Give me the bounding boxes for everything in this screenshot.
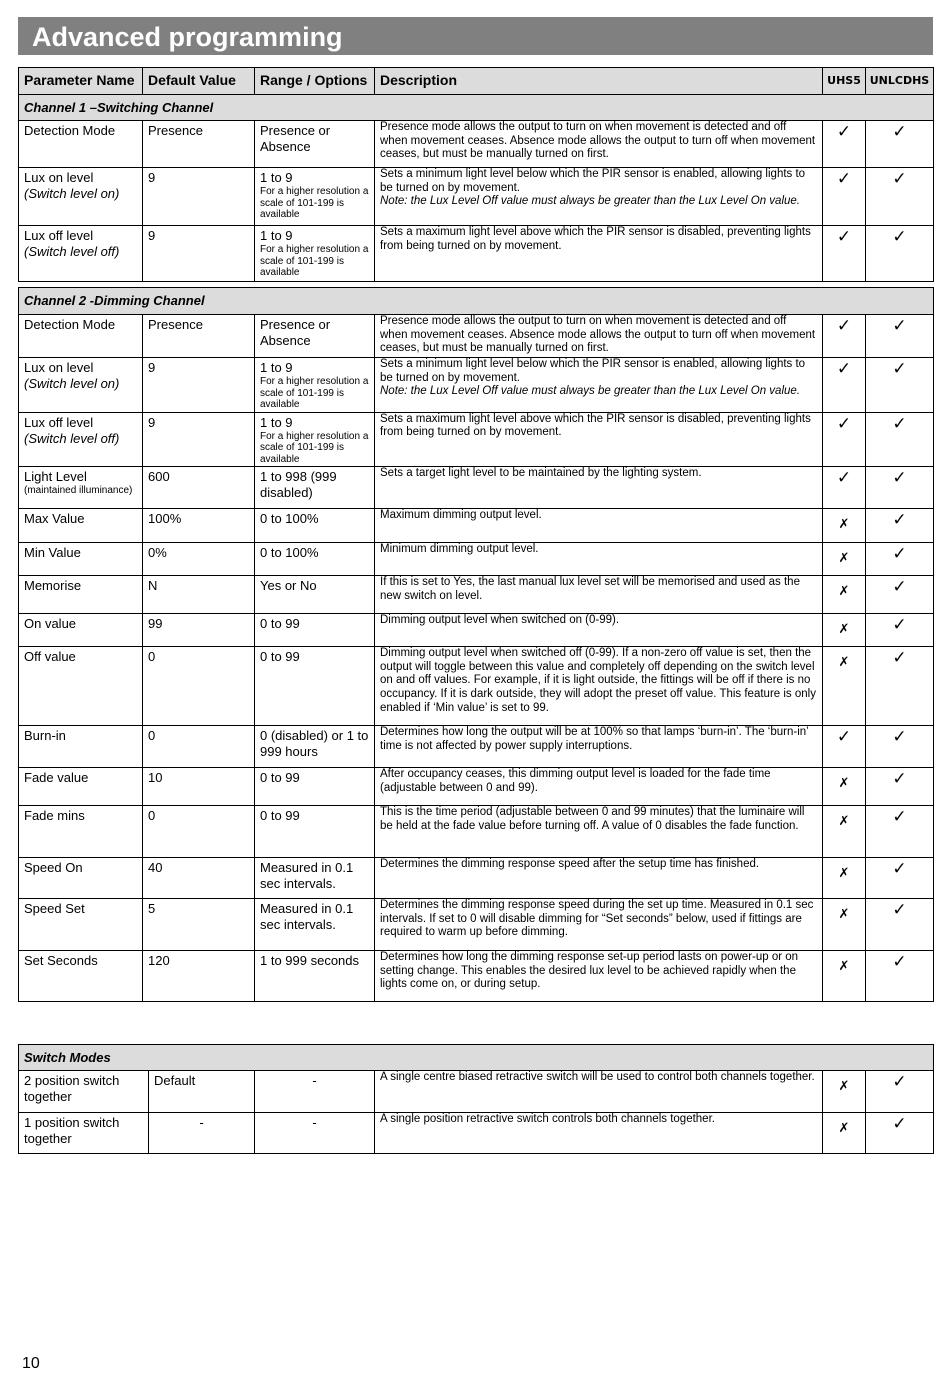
default-value: 9	[143, 226, 255, 282]
range-options: 0 (disabled) or 1 to 999 hours	[260, 728, 369, 759]
default-value: 9	[143, 358, 255, 413]
check-icon: ✓	[866, 226, 934, 282]
parameter-name: Memorise	[24, 578, 82, 593]
parameter-name: Max Value	[24, 511, 85, 526]
parameter-name-cell	[19, 121, 143, 168]
range-cell	[255, 467, 375, 509]
check-icon: ✓	[866, 509, 934, 543]
default-value: 99	[143, 614, 255, 647]
description: Sets a maximum light level above which the PIR sensor is disabled, preventing lights from being turned on by movement.	[380, 226, 811, 252]
table-row	[19, 899, 934, 951]
range-cell	[255, 358, 375, 413]
check-icon: ✓	[866, 121, 934, 168]
check-icon: ✓	[866, 726, 934, 768]
cross-icon: ✗	[823, 951, 866, 1002]
parameter-name: Speed Set	[24, 901, 85, 916]
cross-icon: ✗	[823, 1113, 866, 1154]
section-title-channel-2: Channel 2 -Dimming Channel	[19, 288, 934, 315]
range-cell	[255, 858, 375, 899]
description: A single position retractive switch controls both channels together.	[375, 1113, 823, 1154]
description: Dimming output level when switched on (0-99).	[380, 614, 620, 626]
description: Determines how long the dimming response set-up period lasts on power-up or on setting change. This enables the desired lux level to be achieved rapidly when the lights come on, or during setup.	[380, 951, 799, 991]
range-cell	[255, 315, 375, 358]
description-cell	[375, 951, 823, 1002]
range-options: 0 to 99	[260, 649, 300, 664]
description: Sets a target light level to be maintained by the lighting system.	[380, 467, 702, 479]
cross-icon: ✗	[823, 614, 866, 647]
parameter-name-cell	[19, 315, 143, 358]
range-options: 1 to 998 (999 disabled)	[260, 469, 337, 500]
range-cell	[255, 726, 375, 768]
check-icon: ✓	[866, 951, 934, 1002]
parameter-name-cell	[19, 467, 143, 509]
description-cell	[375, 806, 823, 858]
check-icon: ✓	[866, 358, 934, 413]
parameter-name-note: (maintained illuminance)	[24, 485, 133, 496]
description-note: Note: the Lux Level Off value must always be greater than the Lux Level On value.	[380, 195, 800, 208]
parameter-name: Fade value	[24, 770, 89, 785]
description-cell	[375, 358, 823, 413]
description-cell	[375, 768, 823, 806]
parameter-name-cell	[19, 576, 143, 614]
range-note: For a higher resolution a scale of 101-199 is available	[260, 430, 369, 465]
channel-2-table	[18, 287, 934, 1002]
parameter-name-cell	[19, 543, 143, 576]
description-cell	[375, 121, 823, 168]
description: Sets a minimum light level below which the PIR sensor is enabled, allowing lights to be turned on by movement.	[380, 358, 806, 384]
check-icon: ✓	[866, 315, 934, 358]
description-note: Note: the Lux Level Off value must always be greater than the Lux Level On value.	[380, 385, 800, 398]
range-cell	[255, 543, 375, 576]
default-value: 9	[143, 412, 255, 467]
cross-icon: ✗	[823, 1071, 866, 1113]
parameters-table	[18, 67, 934, 282]
table-row	[19, 168, 934, 226]
parameter-name: Light Level	[24, 469, 87, 484]
check-icon: ✓	[866, 858, 934, 899]
description: If this is set to Yes, the last manual lux level set will be memorised and used as the new switch on level.	[380, 576, 800, 602]
default-value: 5	[143, 899, 255, 951]
range-options: 1 to 9	[260, 228, 293, 243]
parameter-name-cell	[19, 726, 143, 768]
description-cell	[375, 647, 823, 726]
check-icon: ✓	[823, 358, 866, 413]
parameter-name-cell	[19, 806, 143, 858]
parameter-name-cell	[19, 614, 143, 647]
range-options: 0 to 100%	[260, 545, 319, 560]
range-options: 0 to 99	[260, 808, 300, 823]
description: Maximum dimming output level.	[380, 509, 542, 521]
header-description: Description	[375, 68, 823, 95]
parameter-name-cell	[19, 858, 143, 899]
description: Sets a minimum light level below which the PIR sensor is enabled, allowing lights to be turned on by movement.	[380, 168, 806, 194]
parameter-name: Fade mins	[24, 808, 85, 823]
parameter-name: Burn-in	[24, 728, 66, 743]
table-row	[19, 467, 934, 509]
description-cell	[375, 899, 823, 951]
header-parameter-name: Parameter Name	[19, 68, 143, 95]
cross-icon: ✗	[823, 543, 866, 576]
check-icon: ✓	[866, 614, 934, 647]
default-value: Presence	[143, 315, 255, 358]
section-title-channel-1: Channel 1 –Switching Channel	[19, 95, 934, 121]
range-options: 0 to 99	[260, 770, 300, 785]
table-row	[19, 226, 934, 282]
parameter-name-cell	[19, 951, 143, 1002]
table-row	[19, 358, 934, 413]
range-options: 1 to 9	[260, 414, 293, 430]
parameter-name: Detection Mode	[24, 123, 116, 138]
description-cell	[375, 315, 823, 358]
parameter-name: Min Value	[24, 545, 81, 560]
range-cell	[255, 509, 375, 543]
range-options: -	[255, 1071, 375, 1113]
switch-mode-name: 2 position switch together	[19, 1071, 149, 1113]
table-row	[19, 1113, 934, 1154]
range-options: Measured in 0.1 sec intervals.	[260, 901, 354, 932]
page-number: 10	[22, 1355, 40, 1372]
section-row-switch-modes	[19, 1045, 934, 1071]
range-cell	[255, 647, 375, 726]
description: Presence mode allows the output to turn on when movement is detected and off when movement ceases. Absence mode allows the output to turn off when movement ceases, but must be manually turned on first.	[380, 121, 816, 161]
description: Sets a maximum light level above which the PIR sensor is disabled, preventing lights from being turned on by movement.	[380, 412, 811, 439]
range-note: For a higher resolution a scale of 101-199 is available	[260, 376, 369, 410]
check-icon: ✓	[823, 168, 866, 226]
section-row-channel-2	[19, 288, 934, 315]
cross-icon: ✗	[823, 858, 866, 899]
check-icon: ✓	[866, 1113, 934, 1154]
table-row	[19, 509, 934, 543]
parameter-name: On value	[24, 616, 77, 631]
range-cell	[255, 168, 375, 226]
table-row	[19, 726, 934, 768]
description: After occupancy ceases, this dimming output level is loaded for the fade time (adjustable between 0 and 99).	[380, 768, 771, 794]
description-cell	[375, 509, 823, 543]
default-value: 100%	[143, 509, 255, 543]
range-cell	[255, 806, 375, 858]
range-cell	[255, 951, 375, 1002]
check-icon: ✓	[823, 315, 866, 358]
default-value: 9	[143, 168, 255, 226]
range-options: 0 to 99	[260, 616, 300, 631]
check-icon: ✓	[823, 467, 866, 509]
range-options: 1 to 9	[260, 170, 293, 185]
default-value: Default	[149, 1071, 255, 1113]
table-row	[19, 121, 934, 168]
description-cell	[375, 168, 823, 226]
check-icon: ✓	[866, 899, 934, 951]
header-range-options: Range / Options	[255, 68, 375, 95]
check-icon: ✓	[866, 412, 934, 467]
cross-icon: ✗	[823, 576, 866, 614]
check-icon: ✓	[866, 806, 934, 858]
parameter-name: Speed On	[24, 860, 83, 875]
switch-mode-name: 1 position switch together	[19, 1113, 149, 1154]
default-value: -	[149, 1113, 255, 1154]
switch-modes-table	[18, 1044, 934, 1154]
description-cell	[375, 226, 823, 282]
range-options: 1 to 9	[260, 360, 293, 375]
check-icon: ✓	[866, 543, 934, 576]
table-row	[19, 412, 934, 467]
parameter-name-note: (Switch level off)	[24, 244, 120, 259]
check-icon: ✓	[823, 412, 866, 467]
parameter-name-cell	[19, 768, 143, 806]
range-cell	[255, 614, 375, 647]
parameter-name: Lux off level	[24, 414, 94, 430]
range-note: For a higher resolution a scale of 101-199 is available	[260, 186, 369, 220]
table-row	[19, 1071, 934, 1113]
range-cell	[255, 412, 375, 467]
description-cell	[375, 467, 823, 509]
description: This is the time period (adjustable between 0 and 99 minutes) that the luminaire will be held at the fade value before turning off. A value of 0 disables the fade function.	[380, 806, 805, 832]
range-cell	[255, 121, 375, 168]
description-cell	[375, 412, 823, 467]
table-row	[19, 806, 934, 858]
description: Minimum dimming output level.	[380, 543, 539, 555]
range-options: Yes or No	[260, 578, 317, 593]
parameter-name-note: (Switch level on)	[24, 186, 120, 201]
parameter-name-note: (Switch level on)	[24, 376, 120, 391]
check-icon: ✓	[866, 1071, 934, 1113]
description: A single centre biased retractive switch will be used to control both channels together.	[375, 1071, 823, 1113]
section-row-channel-1	[19, 95, 934, 121]
range-options: Measured in 0.1 sec intervals.	[260, 860, 354, 891]
page-title: Advanced programming	[18, 17, 933, 55]
table-row	[19, 614, 934, 647]
table-row	[19, 768, 934, 806]
cross-icon: ✗	[823, 647, 866, 726]
parameter-name-cell	[19, 509, 143, 543]
table-row	[19, 315, 934, 358]
check-icon: ✓	[823, 121, 866, 168]
table-row	[19, 576, 934, 614]
parameter-name: Off value	[24, 649, 76, 664]
cross-icon: ✗	[823, 899, 866, 951]
range-options: 0 to 100%	[260, 511, 319, 526]
range-cell	[255, 226, 375, 282]
header-uhs5: UHS5	[823, 68, 866, 95]
table-row	[19, 951, 934, 1002]
default-value: Presence	[143, 121, 255, 168]
parameter-name: Set Seconds	[24, 953, 98, 968]
parameter-name-cell	[19, 647, 143, 726]
range-options: -	[255, 1113, 375, 1154]
header-default-value: Default Value	[143, 68, 255, 95]
parameter-name: Lux on level	[24, 170, 94, 185]
range-options: 1 to 999 seconds	[260, 953, 360, 968]
default-value: N	[143, 576, 255, 614]
default-value: 0%	[143, 543, 255, 576]
table-row	[19, 858, 934, 899]
cross-icon: ✗	[823, 806, 866, 858]
default-value: 600	[143, 467, 255, 509]
check-icon: ✓	[866, 768, 934, 806]
parameter-name-cell	[19, 358, 143, 413]
default-value: 0	[143, 726, 255, 768]
section-title-switch-modes: Switch Modes	[19, 1045, 934, 1071]
description: Presence mode allows the output to turn on when movement is detected and off when movement ceases. Absence mode allows the output to turn off when movement ceases, but must be manually turned on first.	[380, 315, 816, 355]
check-icon: ✓	[866, 647, 934, 726]
range-options: Presence or Absence	[260, 317, 331, 348]
default-value: 120	[143, 951, 255, 1002]
header-row	[19, 68, 934, 95]
table-row	[19, 647, 934, 726]
parameter-name-cell	[19, 412, 143, 467]
default-value: 0	[143, 647, 255, 726]
cross-icon: ✗	[823, 768, 866, 806]
description-cell	[375, 576, 823, 614]
check-icon: ✓	[866, 576, 934, 614]
description-cell	[375, 543, 823, 576]
header-unlcdhs: UNLCDHS	[866, 68, 934, 95]
range-cell	[255, 576, 375, 614]
range-cell	[255, 899, 375, 951]
range-note: For a higher resolution a scale of 101-199 is available	[260, 244, 369, 278]
parameter-name-cell	[19, 226, 143, 282]
parameter-name-cell	[19, 899, 143, 951]
range-cell	[255, 768, 375, 806]
default-value: 10	[143, 768, 255, 806]
parameter-name: Lux on level	[24, 360, 94, 375]
parameter-name-note: (Switch level off)	[24, 430, 120, 446]
table-row	[19, 543, 934, 576]
description-cell	[375, 726, 823, 768]
description: Determines the dimming response speed during the set up time. Measured in 0.1 sec intervals. If set to 0 will disable dimming for “Set seconds” below, used if fittings are required to warm up before dimming.	[380, 899, 814, 939]
description: Determines the dimming response speed after the setup time has finished.	[380, 858, 760, 870]
check-icon: ✓	[866, 168, 934, 226]
check-icon: ✓	[823, 226, 866, 282]
default-value: 0	[143, 806, 255, 858]
range-options: Presence or Absence	[260, 123, 331, 154]
parameter-name: Detection Mode	[24, 317, 116, 332]
description: Determines how long the output will be at 100% so that lamps ‘burn-in’. The ‘burn-in’ time is not affected by power supply interruptions.	[380, 726, 809, 752]
parameter-name: Lux off level	[24, 228, 94, 243]
description-cell	[375, 614, 823, 647]
cross-icon: ✗	[823, 509, 866, 543]
parameter-name-cell	[19, 168, 143, 226]
check-icon: ✓	[866, 467, 934, 509]
default-value: 40	[143, 858, 255, 899]
description: Dimming output level when switched off (0-99). If a non-zero off value is set, then the output will toggle between this value and completely off depending on the switch level on and off values. For example, if it is light outside, the fittings will be off if there is no occupancy. If it is dark outside, they will adopt the preset off value. This feature is only enabled if ‘Min value’ is set to 99.	[380, 647, 816, 714]
check-icon: ✓	[823, 726, 866, 768]
description-cell	[375, 858, 823, 899]
